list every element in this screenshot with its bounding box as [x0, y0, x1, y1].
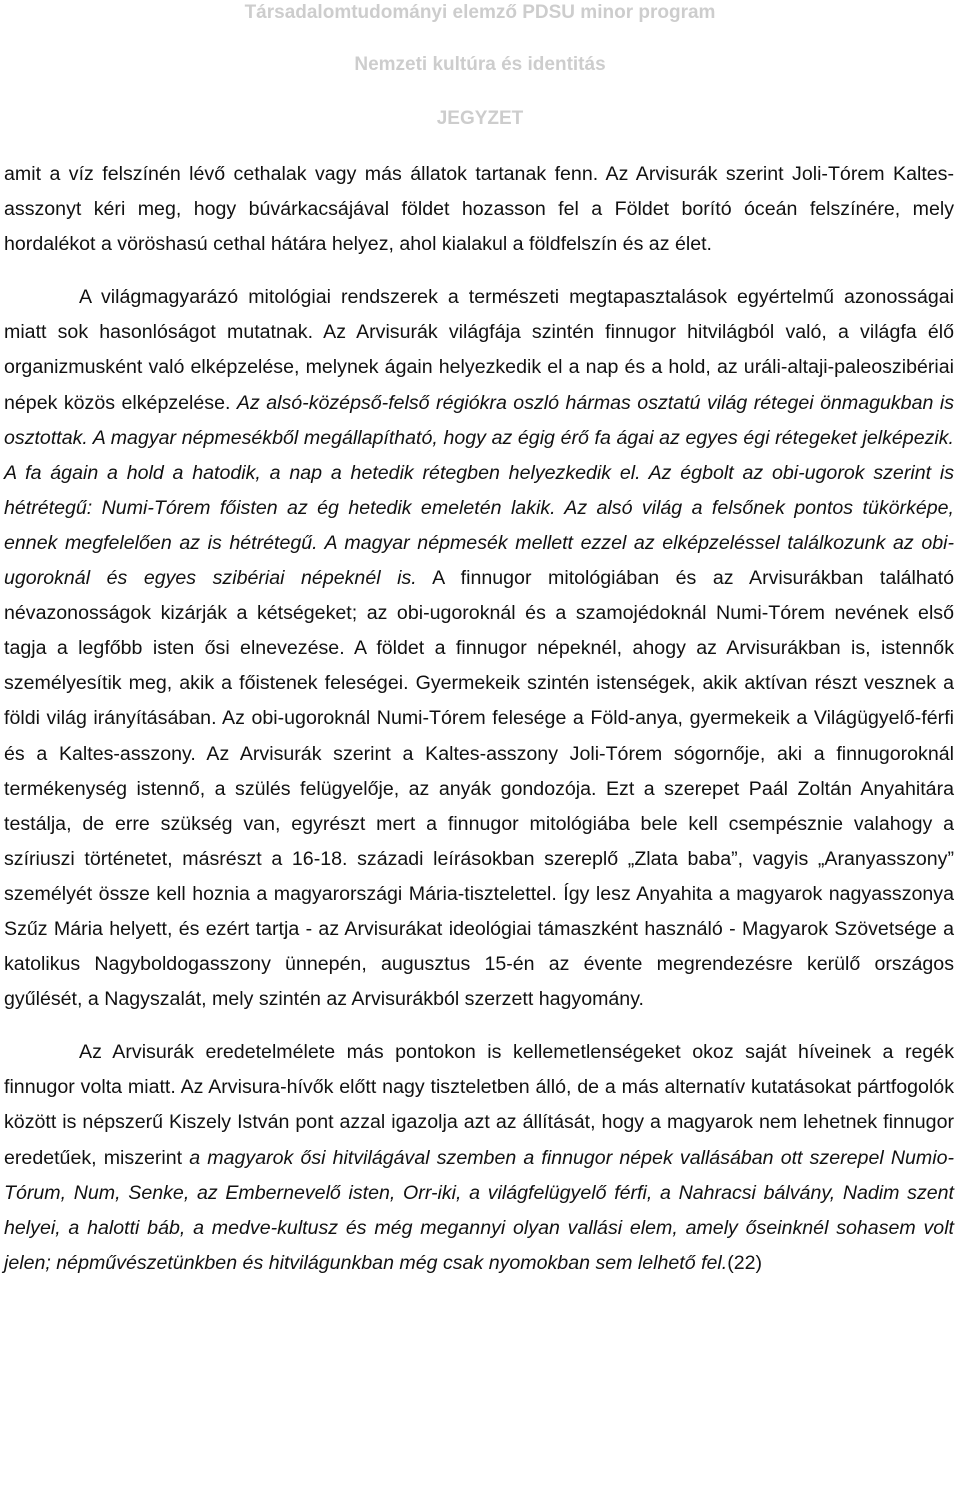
- header-course-title: Nemzeti kultúra és identitás: [354, 54, 606, 75]
- text-run: (22): [727, 1251, 763, 1274]
- italic-text-run: Az alsó-középső-felső régiókra oszló hármas osztatú világ rétegei önmagukban is osztottak. A magyar népmesékből megállapítható, hogy az égig érő fa ágai az egyes égi rétegeket jelképezik. A fa ágain a hold a hatodik, a nap a hetedik rétegben helyezkedik el. Az égbolt az obi-ugorok szerint is hétrétegű: Numi-Tórem főisten az ég hetedik emeletén lakik. Az alsó világ a felsőnek pontos tükörképe, ennek megfelelően az is hétrétegű. A magyar népmesék mellett ezzel az elképzeléssel találkozunk az obi-ugoroknál és egyes szibériai népeknél is.: [4, 391, 954, 590]
- header-document-type: JEGYZET: [436, 108, 524, 129]
- text-run: Az Arvisurák eredetelmélete más pontokon is kellemetlenségeket okoz saját híveinek a regék finnugor volta miatt. Az Arvisura-hívők előtt nagy tiszteletben álló, de a más alternatív kutatásokat pártfogolók között is népszerű Kiszely István pont azzal igazolja azt az állítását, hogy a magyarok nem lehetnek finnugor eredetűek, miszerint: [4, 1041, 954, 1169]
- text-run: amit a víz felszínén lévő cethalak vagy más állatok tartanak fenn. Az Arvisurák szerint Joli-Tórem Kaltes-asszonyt kéri meg, hogy búvárkacsájával földet hozasson fel a Földet borító óceán felszínére, mely hordalékot a vöröshasú cethal hátára helyez, ahol kialakul a földfelszín és az élet.: [4, 163, 954, 256]
- italic-text-run: a magyarok ősi hitvilágával szemben a finnugor népek vallásában ott szerepel Numio-Tórum, Num, Senke, az Embernevelő isten, Orr-iki, a világfelügyelő férfi, a Nahracsi bálvány, Nadim szent helyei, a halotti báb, a medve-kultusz és még megannyi olyan vallási elem, amely őseinknél sohasem volt jelen; népművészetünkben és hitvilágunkban még csak nyomokban sem lelhető fel.: [4, 1146, 954, 1274]
- text-run: A világmagyarázó mitológiai rendszerek a természeti megtapasztalások egyértelmű azonosságai miatt sok hasonlóságot mutatnak. Az Arvisurák világfája szintén finnugor hitvilágból való, a világfa élő organizmusként való elképzelése, melynek ágain helyezkedik el a nap és a hold, az uráli-altaji-paleoszibériai népek közös elképzelése.: [4, 286, 954, 414]
- paragraph-1: [4, 157, 954, 262]
- paragraph-2: [4, 280, 954, 1017]
- header-program-title: Társadalomtudományi elemző PDSU minor program: [244, 2, 716, 23]
- paragraph-3: [4, 1035, 954, 1281]
- document-body: [4, 157, 954, 1281]
- text-run: A finnugor mitológiában és az Arvisurákban található névazonosságok kizárják a kétségeket; az obi-ugoroknál és a szamojédoknál Numi-Tórem nevének első tagja a legfőbb isten ősi elnevezése. A földet a finnugor népeknél, ahogy az Arvisurákban is, istennők személyesítik meg, akik a főistenek feleségei. Gyermekeik szintén istenségek, akik aktívan részt vesznek a földi világ irányításában. Az obi-ugoroknál Numi-Tórem felesége a Föld-anya, gyermekeik a Világügyelő-férfi és a Kaltes-asszony. Az Arvisurák szerint a Kaltes-asszony Joli-Tórem sógornője, aki a finnugoroknál termékenység istennő, a szülés felügyelője, az anyák gondozója. Ezt a szerepet Paál Zoltán Anyahitára testálja, de erre szükség van, egyrészt mert a finnugor mitológiába bele kell csempésznie valahogy a szíriuszi történetet, másrészt a 16-18. századi leírásokban szereplő „Zlata baba”, vagyis „Aranyasszony” személyét össze kell hoznia a magyarországi Mária-tisztelettel. Így lesz Anyahita a magyarok nagyasszonya Szűz Mária helyett, és ezért tartja - az Arvisurákat ideológiai támaszként használó - Magyarok Szövetsége a katolikus Nagyboldogasszony ünnepén, augusztus 15-én az évente megrendezésre kerülő országos gyűlését, a Nagyszalát, mely szintén az Arvisurákból szerzett hagyomány.: [4, 567, 954, 1011]
